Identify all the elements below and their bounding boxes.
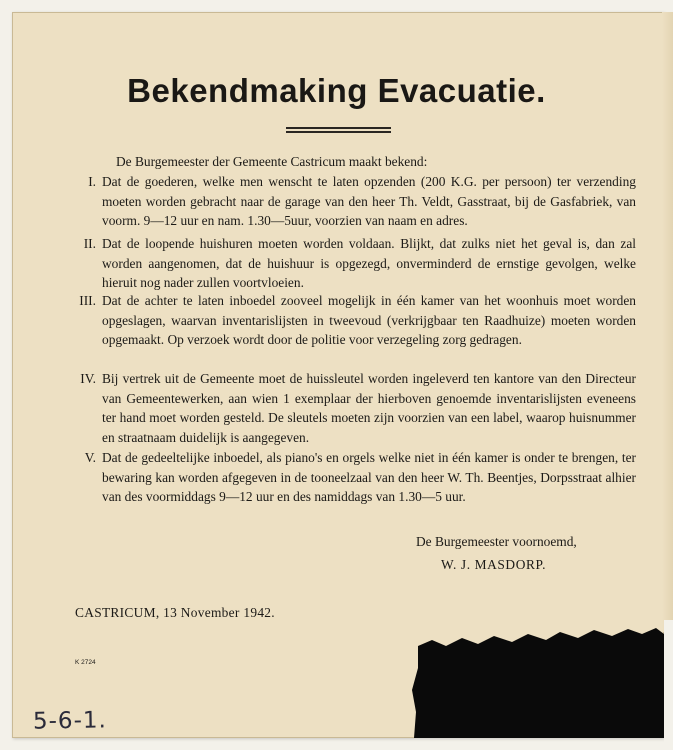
item-text: Dat de goederen, welke men wenscht te laten opzenden (200 K.G. per persoon) ter verzending moeten worden gebracht naar de garage van den heer Th. Veldt, Gasstraat, bij de Gasfabriek, van voorm. 9—12 uur en nam. 1.30—5uur, voorzien van naam en adres. [102,174,636,229]
item-number: V. [84,450,96,465]
intro-text: De Burgemeester der Gemeente Castricum maakt bekend: [116,154,428,169]
item-text: Bij vertrek uit de Gemeente moet de huissleutel worden ingeleverd ten kantore van den Directeur van Gemeentewerken, aan wien 1 exemplaar der hierboven genoemde inventarislijsten eveneens ter hand moet worden gesteld. De sleutels moeten zijn voorzien van een label, waarop huisnummer en straatnaam duidelijk is aangegeven. [102,371,636,445]
list-item-2 [70,234,636,293]
item-number: IV. [80,371,96,386]
title-rule-top [286,127,391,129]
signature-name: W. J. MASDORP. [441,557,547,572]
list-item-4 [70,369,636,447]
item-text: Dat de loopende huishuren moeten worden voldaan. Blijkt, dat zulks niet het geval is, dan zal worden aangenomen, dat de huishuur is opgezegd, onverminderd de ernstige gevolgen, welke hieruit nog nader zullen voortvloeien. [102,236,636,291]
item-number: I. [88,174,96,189]
item-number: II. [83,236,96,251]
print-code: K 2724 [75,659,96,666]
list-item-3 [70,291,636,350]
item-text: Dat de gedeeltelijke inboedel, als piano's en orgels welke niet in één kamer is onder te brengen, ter bewaring kan worden afgegeven in de tooneelzaal van den heer W. Th. Beentjes, Dorpsstraat alhier van des voormiddags 9—12 uur en des namiddags van 1.30—5 uur. [102,450,636,505]
page-title: Bekendmaking Evacuatie. [127,72,546,109]
handwritten-reference: 5-6-1. [32,707,108,735]
list-item-5 [70,448,636,507]
title-rule-bottom [286,131,391,133]
place-date: CASTRICUM, 13 November 1942. [75,605,275,620]
item-text: Dat de achter te laten inboedel zooveel mogelijk in één kamer van het woonhuis moet worden opgeslagen, waarvan inventarislijsten in tweevoud (verkrijgbaar ten Raadhuize) moeten worden opgemaakt. Op verzoek wordt door de politie voor verzegeling zorg gedragen. [102,293,636,348]
signature-title: De Burgemeester voornoemd, [416,534,577,549]
item-number: III. [79,293,96,308]
list-item-1 [70,172,636,231]
